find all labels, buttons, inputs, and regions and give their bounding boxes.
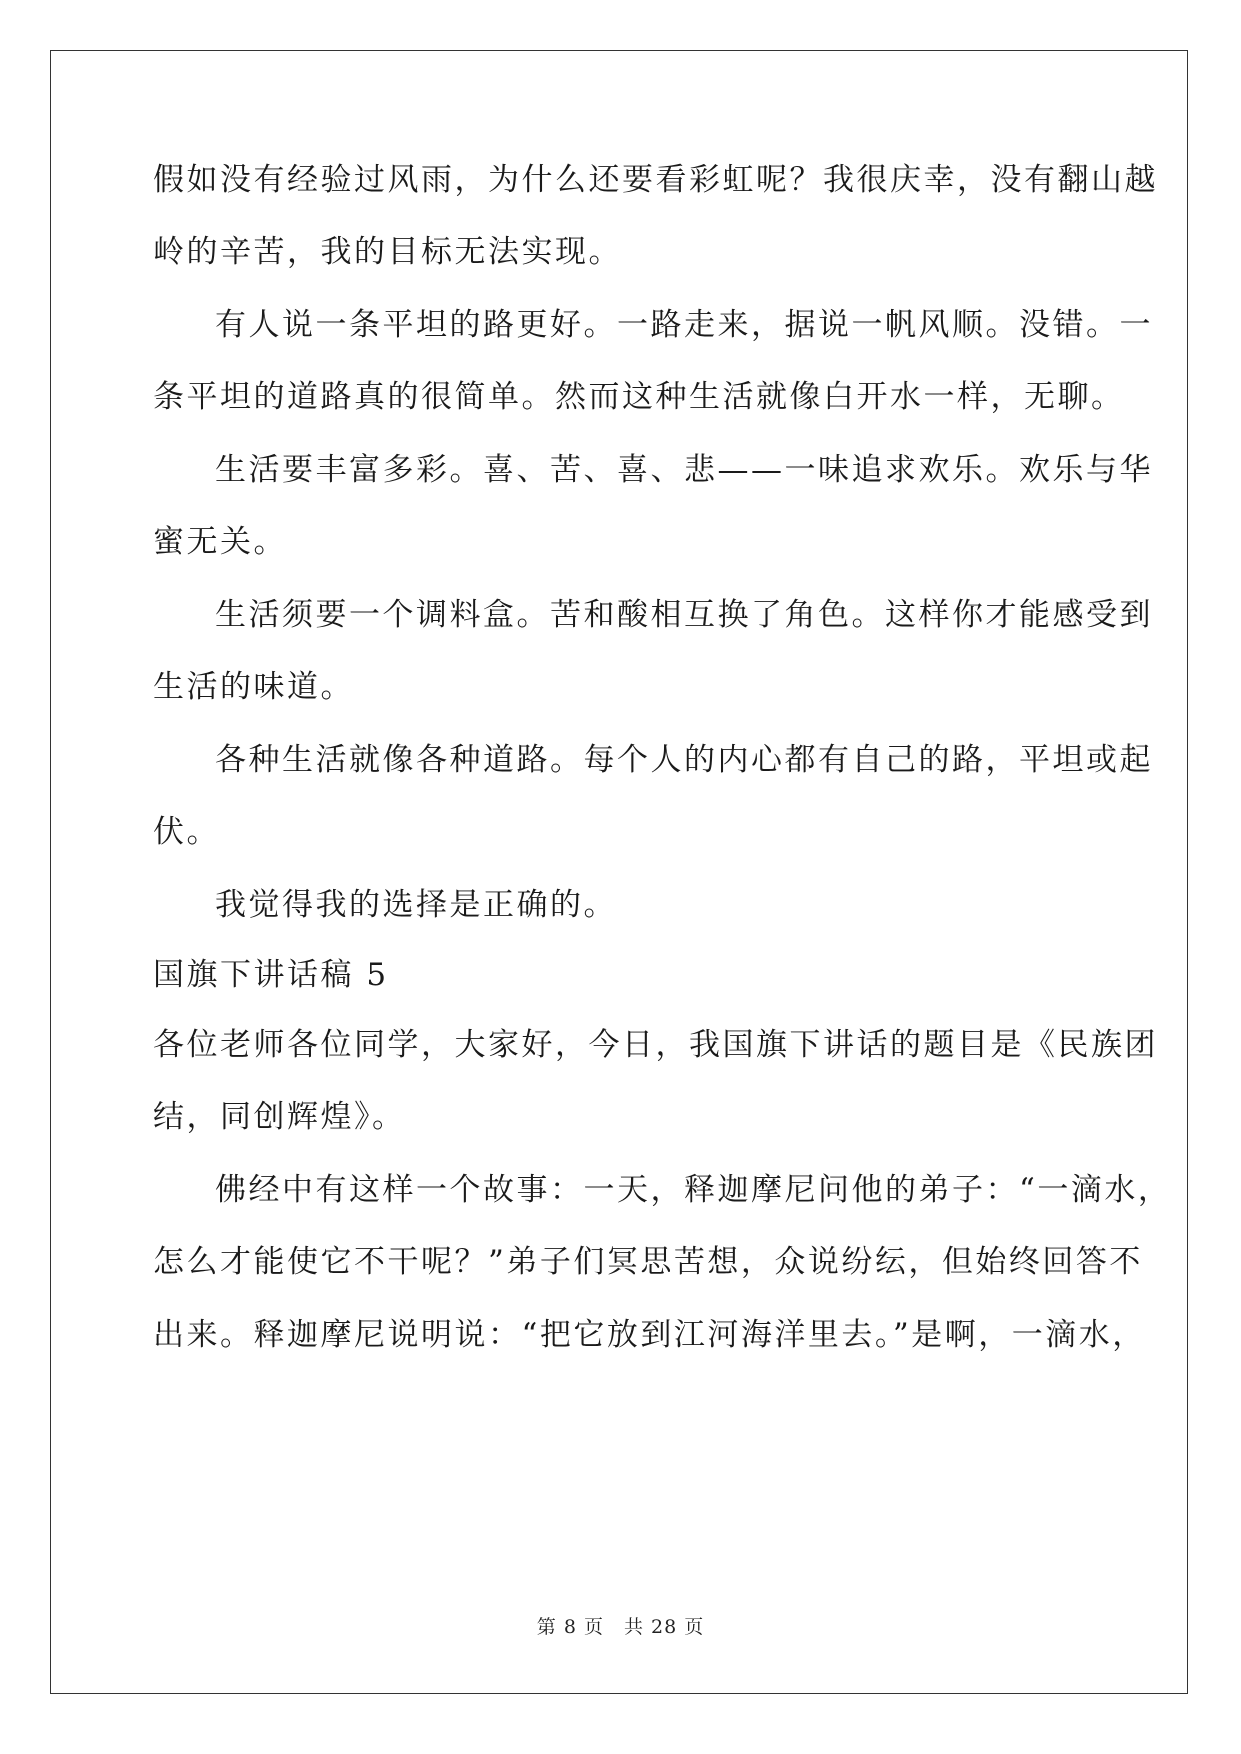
paragraph-line: 各种生活就像各种道路。每个人的内心都有自己的路，平坦或起	[215, 742, 1153, 778]
paragraph-line: 生活须要一个调料盒。苦和酸相互换了角色。这样你才能感受到	[215, 597, 1153, 633]
paragraph-line: 佛经中有这样一个故事：一天，释迦摩尼问他的弟子：“一滴水，	[215, 1172, 1172, 1208]
page-number-footer: 第 8 页 共 28 页	[536, 1616, 705, 1638]
paragraph-line: 伏。	[153, 814, 220, 850]
paragraph-line: 有人说一条平坦的路更好。一路走来，据说一帆风顺。没错。一	[215, 307, 1153, 343]
paragraph-line: 岭的辛苦，我的目标无法实现。	[153, 234, 622, 270]
paragraph-line: 我觉得我的选择是正确的。	[215, 887, 617, 923]
section-heading: 国旗下讲话稿 5	[153, 957, 389, 993]
paragraph-line: 生活的味道。	[153, 669, 354, 705]
paragraph-line: 结，同创辉煌》。	[153, 1099, 406, 1135]
paragraph-line: 各位老师各位同学，大家好，今日，我国旗下讲话的题目是《民族团	[153, 1027, 1158, 1063]
paragraph-line: 蜜无关。	[153, 524, 287, 560]
paragraph-line: 假如没有经验过风雨，为什么还要看彩虹呢？我很庆幸，没有翻山越	[153, 162, 1158, 198]
paragraph-line: 出来。释迦摩尼说明说：“把它放到江河海洋里去。”是啊，一滴水，	[153, 1317, 1146, 1353]
page-border	[50, 50, 1188, 1694]
paragraph-line: 怎么才能使它不干呢？”弟子们冥思苦想，众说纷纭，但始终回答不	[153, 1244, 1143, 1280]
paragraph-line: 条平坦的道路真的很简单。然而这种生活就像白开水一样，无聊。	[153, 379, 1125, 415]
paragraph-line: 生活要丰富多彩。喜、苦、喜、悲——一味追求欢乐。欢乐与华	[215, 452, 1153, 488]
